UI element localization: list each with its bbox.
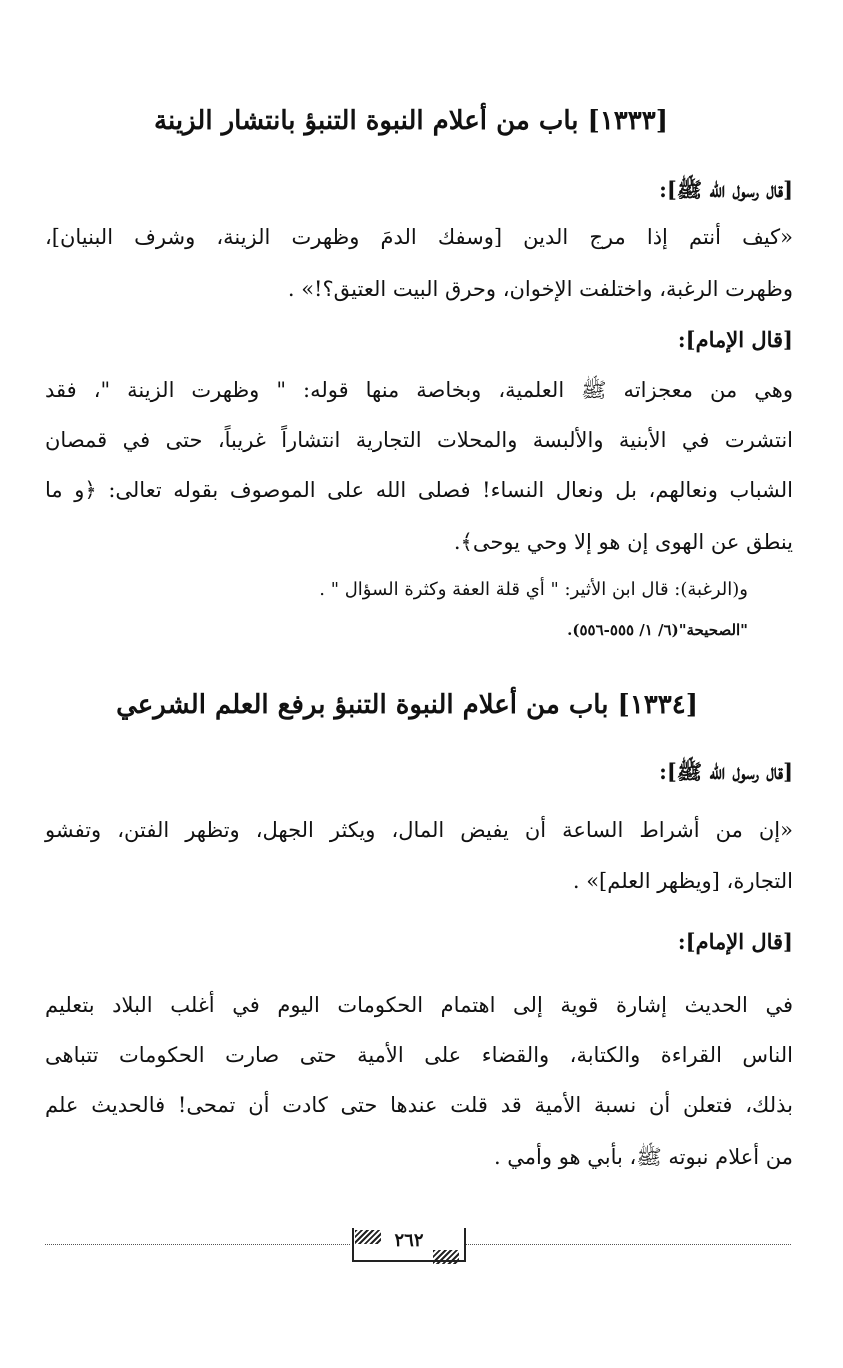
hadith-line: «كيف أنتم إذا مرج الدين [وسفك الدمَ وظهرت الزينة، وشرف البنيان]، — [45, 225, 793, 249]
speaker-label: [قال رسول الله ﷺ]: — [659, 759, 793, 784]
commentary-line: بذلك، فتعلن أن نسبة الأمية قد قلت عندها حتى كادت أن تمحى! فالحديث علم — [45, 1093, 793, 1117]
commentary-line: وهي من معجزاته ﷺ العلمية، وبخاصة منها قوله: " وظهرت الزينة "، فقد — [45, 378, 793, 402]
commentary-line: في الحديث إشارة قوية إلى اهتمام الحكومات اليوم في أغلب البلاد بتعليم — [45, 993, 793, 1017]
footer-divider-right — [466, 1244, 791, 1245]
imam-label: [قال الإمام]: — [677, 327, 793, 352]
source-reference: "الصحيحة"(٦/ ١/ ٥٥٥-٥٥٦). — [567, 621, 748, 639]
footer-divider-left — [45, 1244, 350, 1245]
hadith-line: التجارة، [ويظهر العلم]» . — [572, 869, 793, 893]
section-heading-1334: [١٣٣٤] باب من أعلام النبوة التنبؤ برفع العلم الشرعي — [116, 690, 698, 720]
commentary-line: من أعلام نبوته ﷺ، بأبي هو وأمي . — [493, 1145, 793, 1169]
page-number: ٢٦٢ — [352, 1228, 466, 1262]
footnote-note: و(الرغبة): قال ابن الأثير: " أي قلة العفة وكثرة السؤال " . — [319, 579, 748, 600]
commentary-line: الشباب ونعالهم، بل ونعال النساء! فصلى الله على الموصوف بقوله تعالى: ﴿و ما — [45, 478, 793, 502]
hadith-line: وظهرت الرغبة، واختلفت الإخوان، وحرق البيت العتيق؟!» . — [287, 277, 793, 301]
speaker-label: [قال رسول الله ﷺ]: — [659, 177, 793, 202]
imam-label: [قال الإمام]: — [677, 929, 793, 954]
commentary-line: ينطق عن الهوى إن هو إلا وحي يوحى﴾. — [453, 530, 793, 554]
commentary-line: الناس القراءة والكتابة، والقضاء على الأمية حتى صارت الحكومات تتباهى — [45, 1043, 793, 1067]
commentary-line: انتشرت في الأبنية والألبسة والمحلات التجارية انتشاراً غريباً، حتى في قمصان — [45, 428, 793, 452]
section-heading-1333: [١٣٣٣] باب من أعلام النبوة التنبؤ بانتشار الزينة — [154, 106, 668, 136]
hadith-line: «إن من أشراط الساعة أن يفيض المال، ويكثر الجهل، وتظهر الفتن، وتفشو — [45, 818, 793, 842]
